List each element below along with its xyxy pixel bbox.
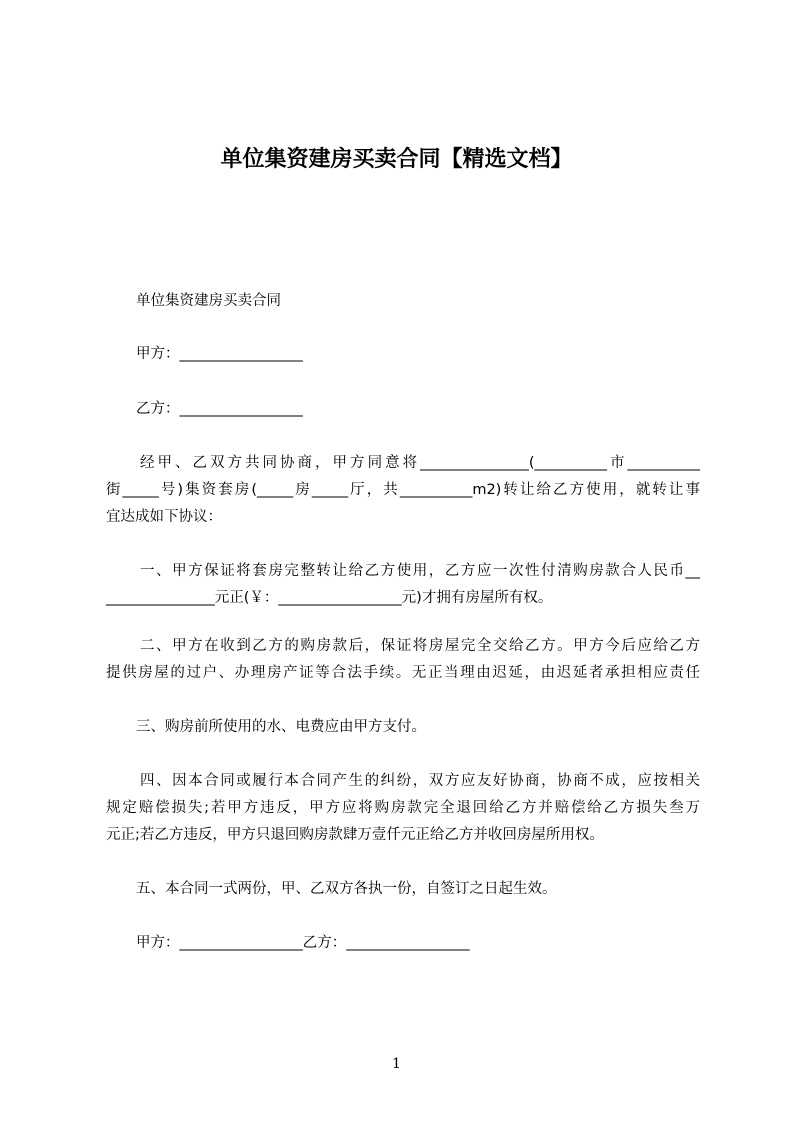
clause-4-line-1: 四、因本合同或履行本合同产生的纠纷，双方应友好协商，协商不成，应按相关	[140, 773, 700, 789]
contract-heading: 单位集资建房买卖合同	[136, 293, 281, 309]
clause-2-line-1: 二、甲方在收到乙方的购房款后，保证将房屋完全交给乙方。甲方今后应给乙方	[140, 638, 700, 654]
signature-line: 甲方：_________________乙方：_________________	[136, 935, 470, 951]
party-b-line: 乙方：_________________	[136, 401, 303, 417]
clause-4-line-2: 规定赔偿损失;若甲方违反，甲方应将购房款完全退回给乙方并赔偿给乙方损失叁万	[106, 800, 700, 816]
clause-1-line-1: 一、甲方保证将套房完整转让给乙方使用，乙方应一次性付清购房款合人民币__	[140, 563, 700, 579]
page-number: 1	[392, 1056, 401, 1072]
clause-2-line-2: 提供房屋的过户、办理房产证等合法手续。无正当理由迟延，由迟延者承担相应责任	[106, 665, 700, 681]
clause-5-line-1: 五、本合同一式两份，甲、乙双方各执一份，自签订之日起生效。	[136, 881, 557, 897]
intro-line-1: 经甲、乙双方共同协商，甲方同意将_______________(__________市__________	[140, 455, 700, 471]
party-a-line: 甲方：_________________	[136, 346, 303, 362]
intro-line-2: 街_____号)集资套房(_____房_____厅，共__________m2)转让给乙方使用，就转让事	[106, 482, 700, 498]
intro-line-3: 宜达成如下协议：	[106, 509, 222, 525]
document-title: 单位集资建房买卖合同【精选文档】	[220, 147, 573, 172]
clause-4-line-3: 元正;若乙方违反，甲方只退回购房款肆万壹仟元正给乙方并收回房屋所用权。	[106, 827, 604, 843]
clause-1-line-2: _______________元正(￥：_________________元)才拥有房屋所有权。	[106, 590, 553, 606]
clause-3-line-1: 三、购房前所使用的水、电费应由甲方支付。	[136, 719, 426, 735]
